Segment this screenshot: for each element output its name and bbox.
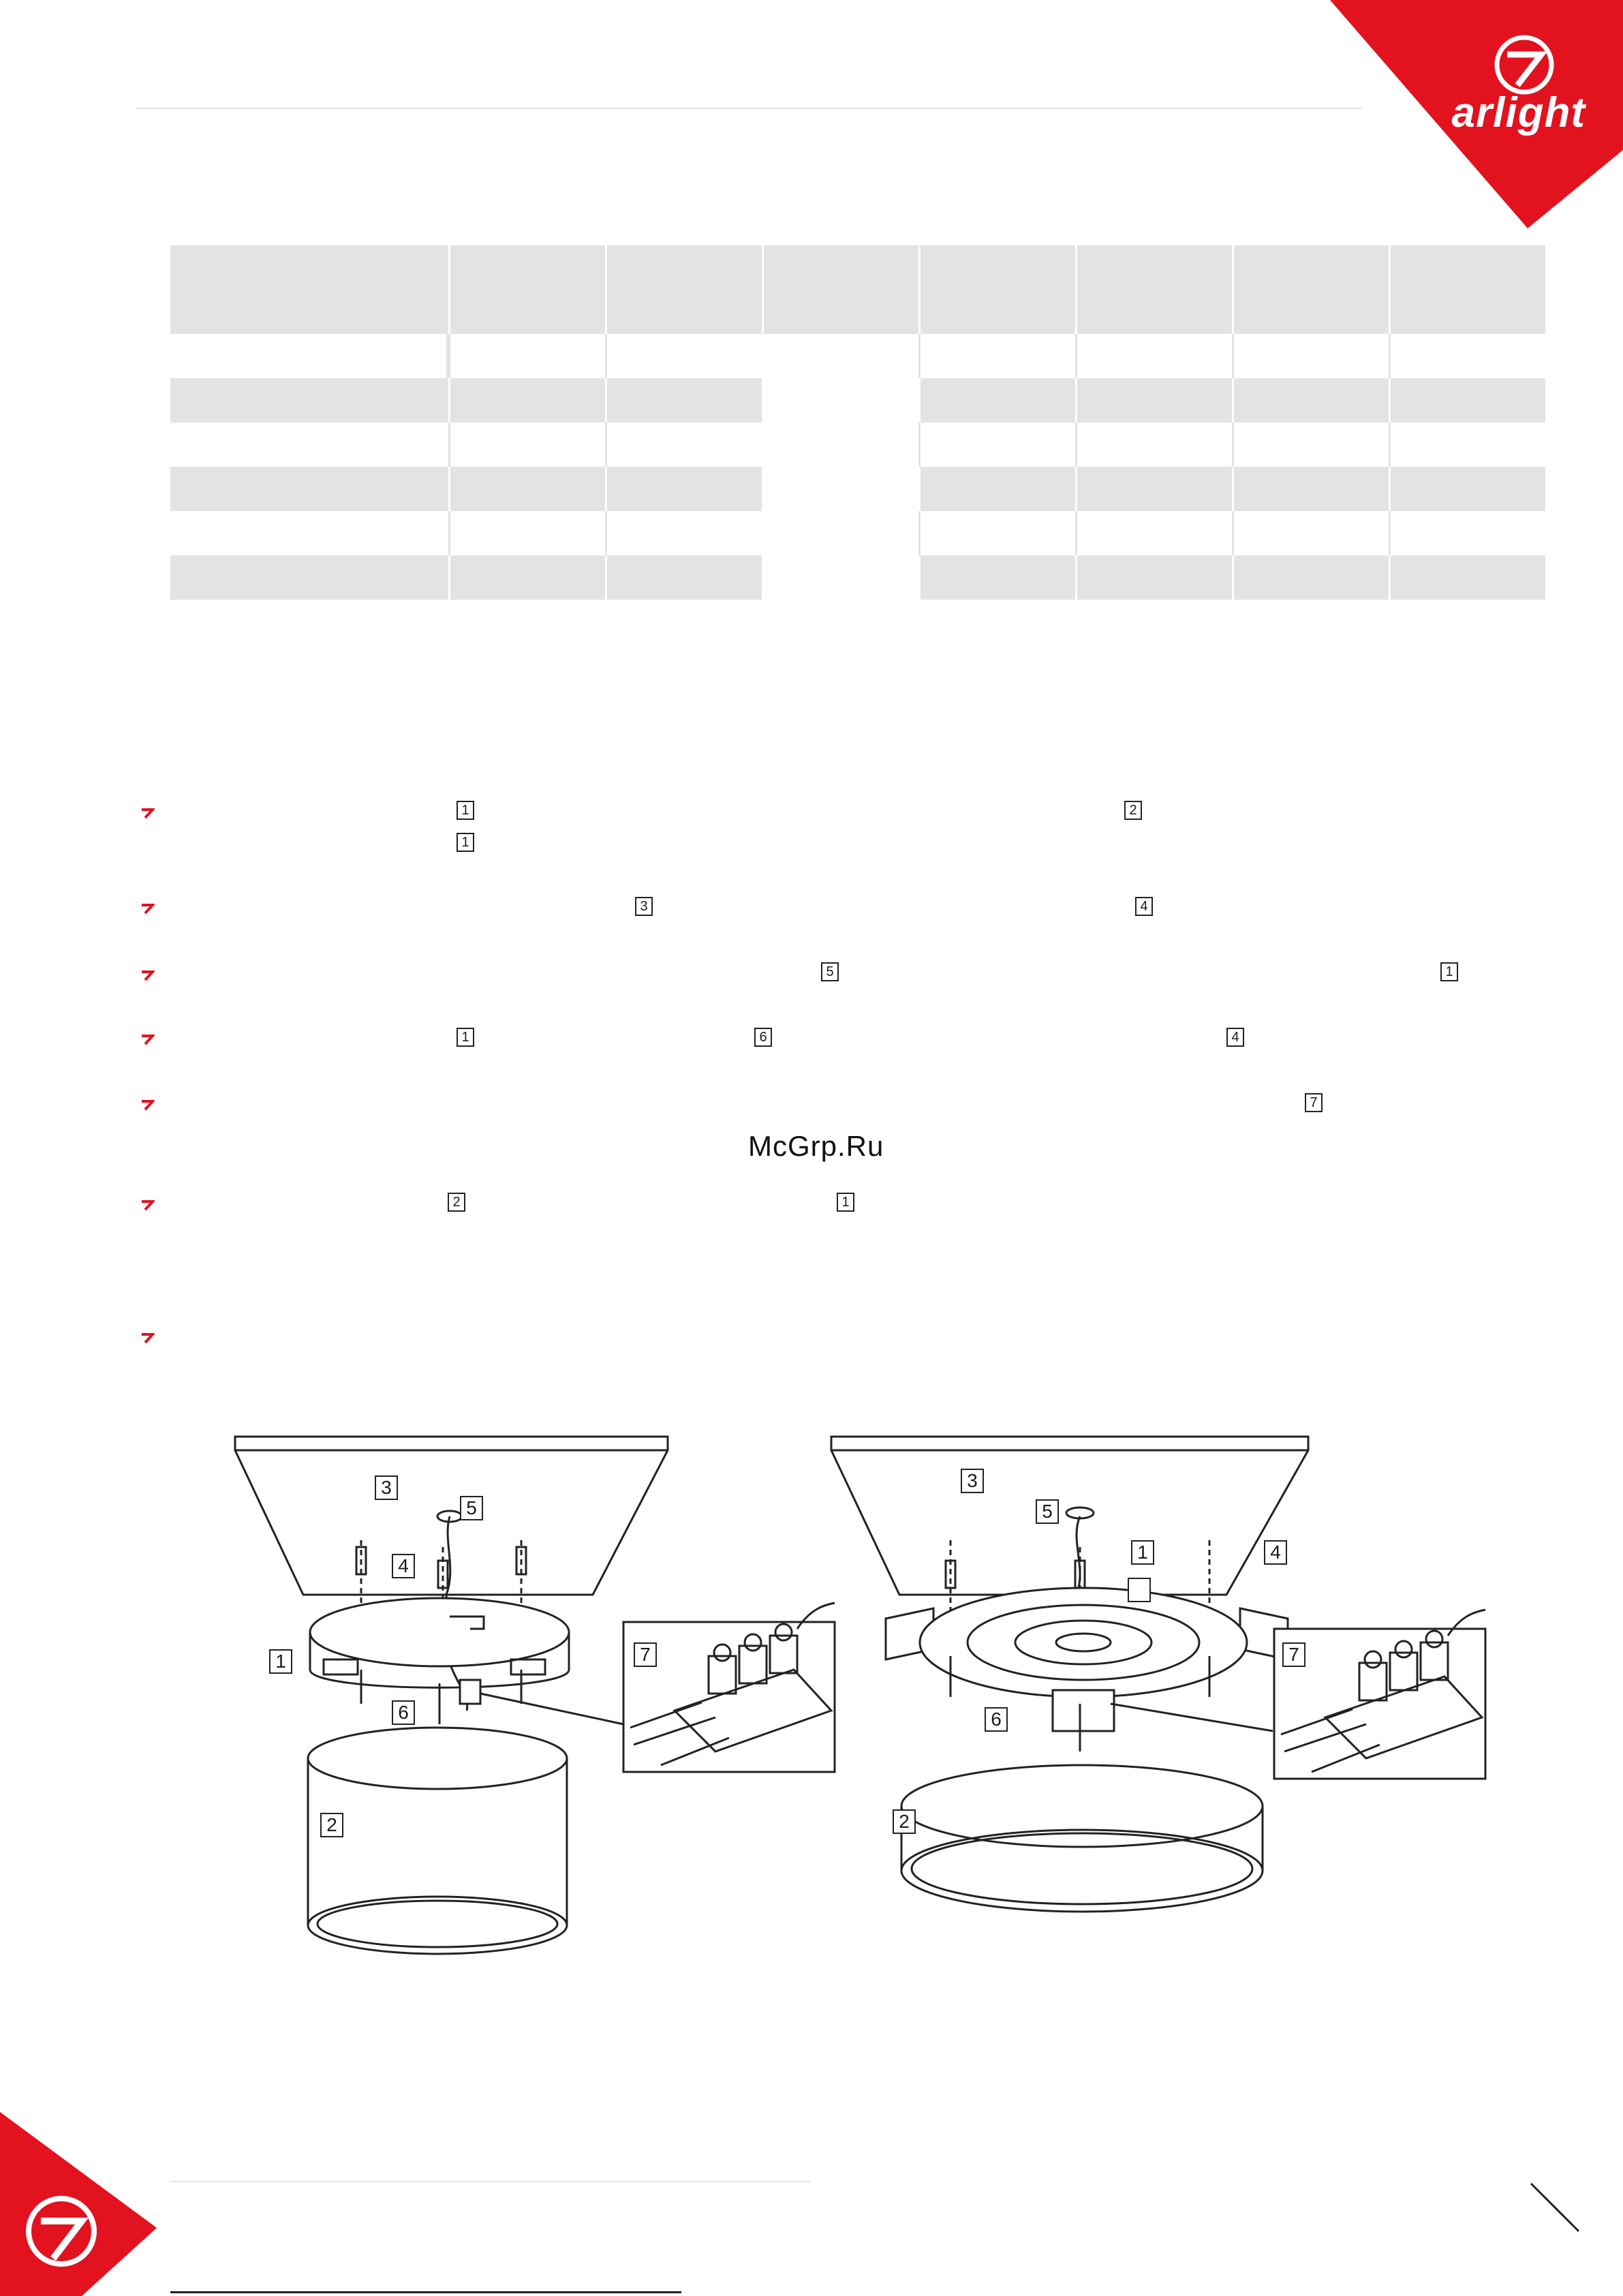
table-cell xyxy=(448,511,605,555)
table-row xyxy=(170,555,1545,600)
diagram-surface-mount xyxy=(225,1424,838,1970)
part-label-6: 6 xyxy=(985,1707,1008,1732)
slash-icon xyxy=(1528,2180,1582,2235)
part-label-4: 4 xyxy=(1264,1540,1287,1565)
table-cell xyxy=(605,378,762,423)
table-header-cell xyxy=(605,245,762,334)
part-label-3: 3 xyxy=(961,1469,984,1493)
bullet-arrow-icon xyxy=(140,1329,155,1344)
part-label-5: 5 xyxy=(460,1496,483,1520)
part-label-7: 7 xyxy=(1282,1642,1305,1667)
table-cell xyxy=(605,423,762,467)
part-marker: 2 xyxy=(1124,801,1142,820)
table-cell xyxy=(918,467,1075,511)
header-rule xyxy=(136,108,1363,109)
table-cell xyxy=(762,334,918,378)
brand-logo-bottom xyxy=(0,2112,157,2296)
mounting-diagram-right-icon xyxy=(818,1424,1499,1970)
table-cell xyxy=(762,511,918,555)
table-row xyxy=(170,334,1545,378)
part-marker: 7 xyxy=(1305,1093,1323,1112)
part-label-1: 1 xyxy=(1131,1540,1154,1565)
table-cell xyxy=(605,467,762,511)
table-row xyxy=(170,378,1545,423)
table-cell xyxy=(918,555,1075,600)
table-cell xyxy=(918,511,1075,555)
table-cell xyxy=(170,378,448,423)
table-cell xyxy=(1075,378,1232,423)
table-header-cell xyxy=(762,245,918,334)
part-marker: 1 xyxy=(457,1028,474,1047)
part-label-6: 6 xyxy=(392,1700,415,1725)
part-marker: 4 xyxy=(1135,897,1153,916)
table-header-cell xyxy=(170,245,448,334)
table-cell xyxy=(918,378,1075,423)
table-cell xyxy=(605,334,762,378)
table-header-cell xyxy=(918,245,1075,334)
table-cell xyxy=(762,423,918,467)
page-slash-mark xyxy=(1528,2180,1582,2235)
part-label-7: 7 xyxy=(634,1642,657,1667)
table-cell xyxy=(1232,334,1389,378)
part-marker: 1 xyxy=(1440,962,1458,981)
table-cell xyxy=(1389,467,1545,511)
table-cell xyxy=(1389,555,1545,600)
part-marker: 2 xyxy=(448,1193,465,1212)
part-marker: 1 xyxy=(837,1193,854,1212)
table-row xyxy=(170,467,1545,511)
part-marker: 1 xyxy=(457,801,474,820)
part-label-4: 4 xyxy=(392,1554,415,1578)
table-header-cell xyxy=(1075,245,1232,334)
table-cell xyxy=(605,511,762,555)
table-cell xyxy=(1232,423,1389,467)
bullet-arrow-icon xyxy=(140,1030,155,1045)
part-marker: 5 xyxy=(821,962,839,981)
brand-triangle-bottom-icon xyxy=(0,2112,157,2296)
table-cell xyxy=(170,467,448,511)
bullet-arrow-icon xyxy=(140,1196,155,1211)
table-header-cell xyxy=(448,245,605,334)
table-cell xyxy=(448,378,605,423)
table-cell xyxy=(448,555,605,600)
table-cell xyxy=(918,423,1075,467)
bullet-arrow-icon xyxy=(140,900,155,915)
table-cell xyxy=(1389,334,1545,378)
table-cell xyxy=(1075,555,1232,600)
table-cell xyxy=(1075,423,1232,467)
part-label-1b xyxy=(1128,1578,1151,1602)
table-row xyxy=(170,511,1545,555)
table-cell xyxy=(170,555,448,600)
table-cell xyxy=(1075,511,1232,555)
part-label-1: 1 xyxy=(269,1649,292,1674)
table-cell xyxy=(448,423,605,467)
table-cell xyxy=(762,467,918,511)
table-header-cell xyxy=(1232,245,1389,334)
table-header-row xyxy=(170,245,1545,334)
table-cell xyxy=(1075,334,1232,378)
table-cell xyxy=(1232,555,1389,600)
footer-rule-dark xyxy=(170,2291,681,2293)
table-cell xyxy=(170,511,448,555)
watermark-text: McGrp.Ru xyxy=(748,1130,884,1162)
table-cell xyxy=(1232,511,1389,555)
table-row xyxy=(170,423,1545,467)
mounting-diagram-left-icon xyxy=(225,1424,838,1970)
part-marker: 3 xyxy=(635,897,653,916)
part-label-2: 2 xyxy=(893,1809,916,1834)
table-cell xyxy=(762,378,918,423)
brand-logo-corner xyxy=(1214,0,1623,232)
table-cell xyxy=(605,555,762,600)
table-cell xyxy=(448,467,605,511)
part-label-3: 3 xyxy=(375,1475,398,1500)
table-cell xyxy=(170,334,448,378)
table-cell xyxy=(1389,511,1545,555)
table-cell xyxy=(1389,423,1545,467)
part-label-5: 5 xyxy=(1036,1499,1059,1524)
table-cell xyxy=(448,334,605,378)
footer-rule xyxy=(170,2181,811,2182)
bullet-arrow-icon xyxy=(140,966,155,981)
bullet-arrow-icon xyxy=(140,804,155,819)
table-cell xyxy=(1389,378,1545,423)
table-cell xyxy=(1075,467,1232,511)
table-cell xyxy=(1232,467,1389,511)
part-marker: 4 xyxy=(1226,1028,1244,1047)
part-label-2: 2 xyxy=(320,1813,343,1837)
table-header-cell xyxy=(1389,245,1545,334)
table-cell xyxy=(170,423,448,467)
part-marker: 6 xyxy=(754,1028,772,1047)
table-cell xyxy=(918,334,1075,378)
bullet-arrow-icon xyxy=(140,1096,155,1111)
table-cell xyxy=(1232,378,1389,423)
brand-wordmark: arlight xyxy=(1451,89,1586,136)
spec-table xyxy=(170,245,1545,600)
diagram-bracket-mount xyxy=(818,1424,1499,1970)
table-cell xyxy=(762,555,918,600)
part-marker: 1 xyxy=(457,833,474,852)
